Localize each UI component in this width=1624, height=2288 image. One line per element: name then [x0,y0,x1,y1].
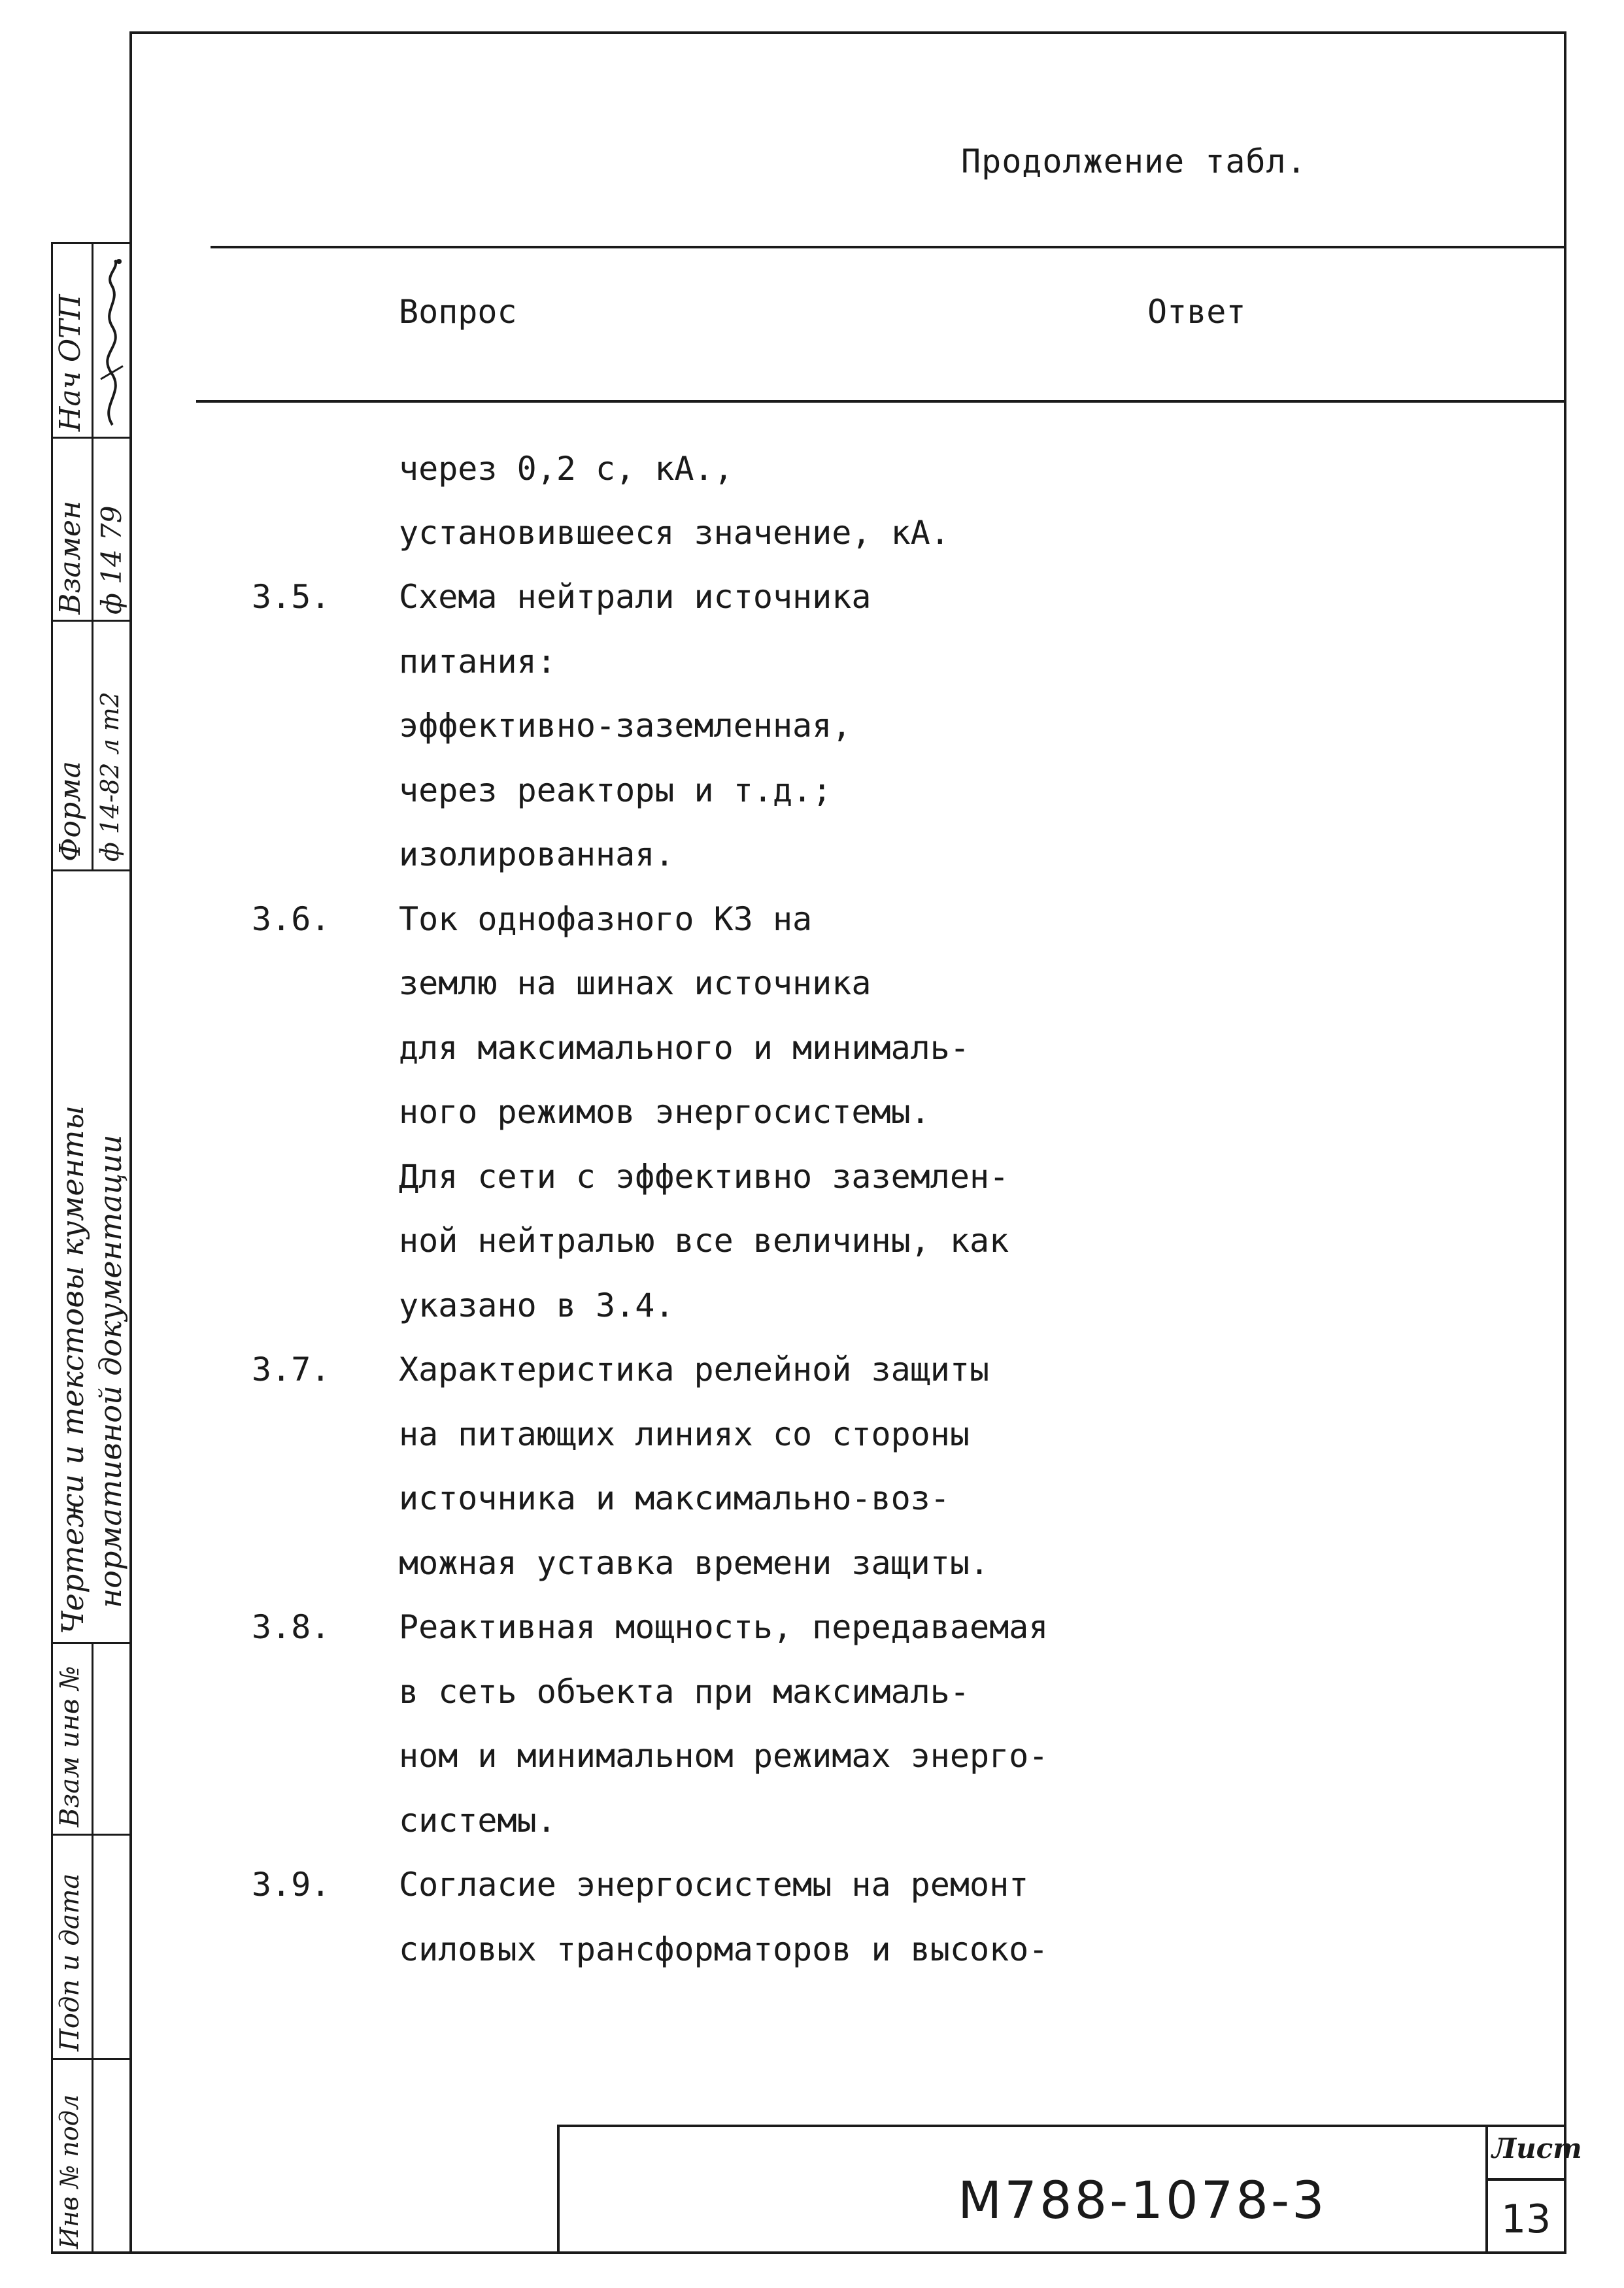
row-text: через 0,2 с, кА., [399,450,734,488]
stamp-forma-value: ф 14-82 л т2 [95,692,124,862]
row-text: Для сети с эффективно заземлен- [399,1158,1009,1196]
row-text: указано в 3.4. [399,1287,675,1324]
row-text: ного режимов энергосистемы. [399,1093,930,1131]
row-text: питания: [399,643,556,681]
stamp-inv-podl: Инв № подл [55,2094,84,2249]
stamp-vzamen: Взамен [54,500,87,614]
column-header-answer: Ответ [1147,293,1246,331]
stamp-left-border [51,242,53,2254]
document-code: М788-1078-3 [958,2172,1327,2230]
stamp-nach-otp: Нач ОТП [54,294,87,431]
frame-right-border [1564,31,1566,2254]
table-header-top-rule [211,246,1564,248]
title-block-left-border [557,2125,560,2254]
sheet-cell-left-border [1485,2125,1488,2254]
stamp-forma: Форма [54,761,87,862]
stamp-podp-data: Подп и дата [55,1873,85,2051]
row-number: 3.8. [252,1608,331,1646]
stamp-row-separator [51,2058,132,2060]
sheet-label: Лист [1492,2132,1582,2164]
stamp-vzam-inv: Взам инв № [55,1666,85,1827]
frame-top-border [129,31,1566,34]
stamp-divider [92,1642,93,2254]
stamp-chertezhi: Чертежи и текстовы кументы [55,1105,90,1634]
stamp-row-separator [51,1834,132,1836]
row-text: для максимального и минималь- [399,1029,970,1067]
row-text: можная уставка времени защиты. [399,1544,990,1582]
row-number: 3.9. [252,1866,331,1904]
row-number: 3.6. [252,900,331,938]
row-text: Согласие энергосистемы на ремонт [399,1866,1029,1904]
stamp-normativnoy: нормативной документации [93,1134,128,1608]
table-header-bottom-rule [196,400,1564,403]
table-continuation-caption: Продолжение табл. [961,143,1307,180]
row-number: 3.7. [252,1351,331,1388]
stamp-row-separator [51,620,132,622]
row-text: эффективно-заземленная, [399,707,852,745]
row-text: силовых трансформаторов и высоко- [399,1930,1049,1968]
row-text: ном и минимальном режимах энерго- [399,1737,1049,1775]
row-text: Реактивная мощность, передаваемая [399,1608,1049,1646]
sheet-number: 13 [1501,2196,1551,2242]
row-text: через реакторы и т.д.; [399,771,832,809]
row-number: 3.5. [252,578,331,616]
stamp-top-border [51,242,132,244]
stamp-row-separator [51,437,132,439]
row-text: Схема нейтрали источника [399,578,871,616]
row-text: изолированная. [399,835,675,873]
stamp-row-separator [51,1642,132,1644]
column-header-question: Вопрос [399,293,517,331]
row-text: источника и максимально-воз- [399,1479,950,1517]
frame-bottom-border [52,2251,1566,2254]
row-text: установившееся значение, кА. [399,514,950,552]
stamp-row-separator [51,869,132,871]
title-block-top-border [557,2125,1564,2127]
sheet-cell-divider [1485,2178,1564,2181]
row-text: на питающих линиях со стороны [399,1415,970,1453]
row-text: Ток однофазного КЗ на [399,900,813,938]
row-text: системы. [399,1802,556,1840]
stamp-vzamen-value: ф 14 79 [95,505,127,614]
row-text: землю на шинах источника [399,964,871,1002]
row-text: в сеть объекта при максималь- [399,1673,970,1711]
row-text: Характеристика релейной защиты [399,1351,990,1388]
signature-icon [93,248,131,435]
row-text: ной нейтралью все величины, как [399,1222,1009,1260]
